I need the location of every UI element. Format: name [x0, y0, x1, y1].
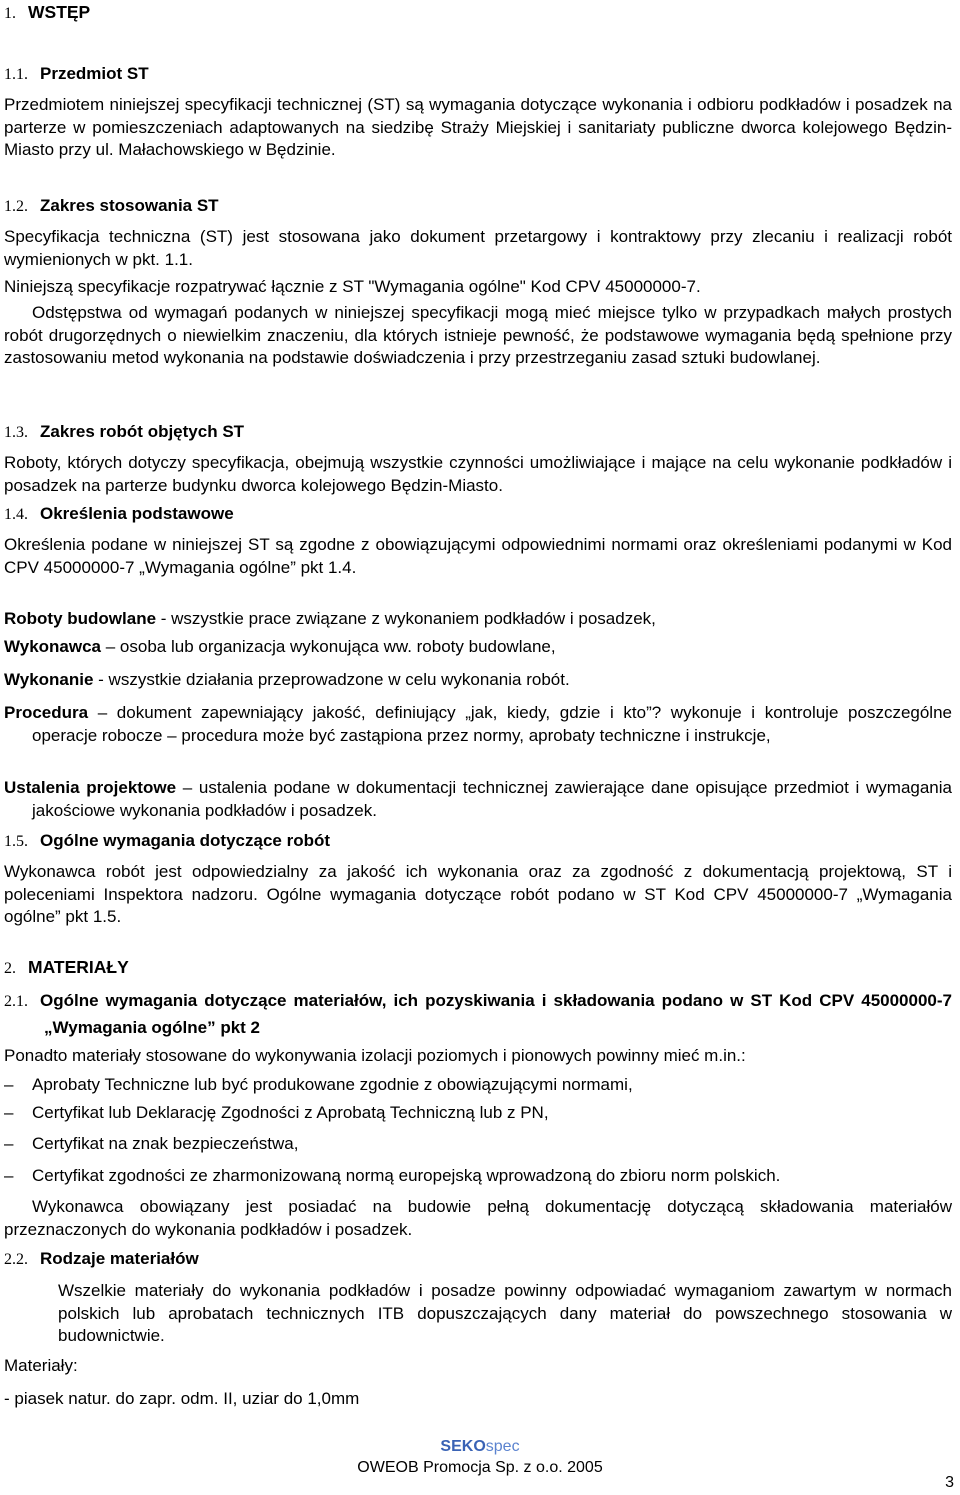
section-2-1-intro: Ponadto materiały stosowane do wykonywania izolacji poziomych i pionowych powinny mieć m.in.: — [4, 1046, 746, 1065]
section-1-1-heading: 1.1. Przedmiot ST — [4, 64, 149, 83]
section-1-heading: 1. WSTĘP — [4, 2, 91, 22]
brand-logo: SEKOspec — [440, 1438, 520, 1455]
section-1-3-text: Roboty, których dotyczy specyfikacja, obejmują wszystkie czynności umożliwiające i mające na celu wykonanie podkładów i posadzek na parterze budynku dworca kolejowego Będzin-Miasto. — [4, 453, 952, 495]
section-1-4-text: Określenia podane w niniejszej ST są zgodne z obowiązującymi odpowiednimi normami oraz określeniami podanymi w Kod CPV 45000000-7 „Wymagania ogólne” pkt 1.4. — [4, 535, 952, 577]
definition-wykonawca: Wykonawca – osoba lub organizacja wykonująca ww. roboty budowlane, — [4, 637, 556, 656]
section-1-4-heading: 1.4. Określenia podstawowe — [4, 504, 234, 523]
section-2-heading: 2. MATERIAŁY — [4, 957, 129, 977]
section-1-2-paragraph-2: Niniejszą specyfikacje rozpatrywać łącznie z ST "Wymagania ogólne" Kod CPV 45000000-7. — [4, 277, 701, 296]
section-2-1-outro: Wykonawca obowiązany jest posiadać na budowie pełną dokumentację dotyczącą składowania materiałów przeznaczonych do wykonania podkładów i posadzek. — [4, 1197, 952, 1239]
definition-wykonanie: Wykonanie - wszystkie działania przeprowadzone w celu wykonania robót. — [4, 670, 570, 689]
section-1-1-text: Przedmiotem niniejszej specyfikacji technicznej (ST) są wymagania dotyczące wykonania i odbioru podkładów i posadzek na parterze w pomieszczeniach adaptowanych na siedzibę Straży Miejskiej i sanitariaty publiczne dworca kolejowego Będzin-Miasto przy ul. Małachowskiego w Będzinie. — [4, 95, 952, 159]
section-1-5-heading: 1.5. Ogólne wymagania dotyczące robót — [4, 831, 331, 850]
definition-ustalenia-projektowe: Ustalenia projektowe – ustalenia podane w dokumentacji technicznej zawierające dane opisujące przedmiot i wymagania jakościowe wykonania podkładów i posadzek. — [4, 778, 952, 820]
section-2-1-heading: 2.1. Ogólne wymagania dotyczące materiałów, ich pozyskiwania i składowania podano w ST Kod CPV 45000000-7 „Wymagania ogólne” pkt 2 — [4, 991, 952, 1037]
section-1-2-paragraph-3: Odstępstwa od wymagań podanych w niniejszej specyfikacji mogą mieć miejsce tylko w przypadkach małych prostych robót drugorzędnych o niewielkim znaczeniu, dla których istnieje pewność, że podstawowe wymagania będą spełnione przy zastosowaniu metod wykonania na podstawie doświadczenia i przy przestrzeganiu zasad sztuki budowlanej. — [4, 303, 952, 367]
section-1-2-heading: 1.2. Zakres stosowania ST — [4, 196, 219, 215]
section-1-3-heading: 1.3. Zakres robót objętych ST — [4, 422, 245, 441]
section-1-5-text: Wykonawca robót jest odpowiedzialny za jakość ich wykonania oraz za zgodność z dokumentacją projektową, ST i poleceniami Inspektora nadzoru. Ogólne wymagania dotyczące robót podano w ST Kod CPV 45000000-7 „Wymagania ogólne” pkt 1.5. — [4, 862, 952, 926]
footer-company: OWEOB Promocja Sp. z o.o. 2005 — [357, 1459, 603, 1476]
page-number: 3 — [945, 1474, 954, 1491]
definition-roboty-budowlane: Roboty budowlane - wszystkie prace związane z wykonaniem podkładów i posadzek, — [4, 609, 656, 628]
footer-brand — [0, 1438, 960, 1456]
materials-label: Materiały: — [4, 1356, 78, 1375]
section-1-2-paragraph-1: Specyfikacja techniczna (ST) jest stosowana jako dokument przetargowy i kontraktowy przy zlecaniu i realizacji robót wymienionych w pkt. 1.1. — [4, 227, 952, 269]
materials-item: - piasek natur. do zapr. odm. II, uziar do 1,0mm — [4, 1389, 360, 1408]
section-2-2-heading: 2.2. Rodzaje materiałów — [4, 1249, 199, 1268]
section-2-2-text: Wszelkie materiały do wykonania podkładów i posadze powinny odpowiadać wymaganiom zawartym w normach polskich lub aprobatach technicznych ITB dopuszczających dany materiał do powszechnego stosowania w budownictwie. — [58, 1281, 952, 1345]
definition-procedura: Procedura – dokument zapewniający jakość, definiujący „jak, kiedy, gdzie i kto”? wykonuje i kontroluje poszczególne operacje robocze – procedura może być zastąpiona przez normy, aprobaty techniczne i instrukcje, — [4, 703, 952, 745]
document-page: 1. WSTĘP 1.1. Przedmiot ST Przedmiotem niniejszej specyfikacji technicznej (ST) są wymagania dotyczące wykonania i odbioru podkładów i posadzek na parterze w pomieszczeniach adaptowanych na siedzibę Straży Miejskiej i sanitariaty publiczne dworca kolejowego Będzin-Miasto przy ul. Małachowskiego w Będzinie. 1.2. Zakres stosowania ST Specyfikacja techniczna (ST) jest stosowana jako dokument przetargowy i kontraktowy przy zlecaniu i realizacji robót wymienionych w pkt. 1.1. Niniejszą specyfikacje rozpatrywać łącznie z ST "Wymagania ogólne" Kod CPV 45000000-7. Odstępstwa od wymagań podanych w niniejszej specyfikacji mogą mieć miejsce tylko w przypadkach małych prostych robót drugorzędnych o niewielkim znaczeniu, dla których istnieje pewność, że podstawowe wymagania będą spełnione przy zastosowaniu metod wykonania na podstawie doświadczenia i przy przestrzeganiu zasad sztuki budowlanej. 1.3. Zakres robót objętych ST Roboty, których dotyczy specyfikacja, obejmują wszystkie czynności umożliwiające i mające na celu wykonanie podkładów i posadzek na parterze budynku dworca kolejowego Będzin-Miasto. 1.4. Określenia podstawowe Określenia podane w niniejszej ST są zgodne z obowiązującymi odpowiednimi normami oraz określeniami podanymi w Kod CPV 45000000-7 „Wymagania ogólne” pkt 1.4. Roboty budowlane - wszystkie prace związane z wykonaniem podkładów i posadzek, Wykonawca – osoba lub organizacja wykonująca ww. roboty budowlane, Wykonanie - wszystkie działania przeprowadzone w celu wykonania robót. Procedura – dokument zapewniający jakość, definiujący „jak, kiedy, gdzie i kto”? wykonuje i kontroluje poszczególne operacje robocze – procedura może być zastąpiona przez normy, aprobaty techniczne i instrukcje, Ustalenia projektowe – ustalenia podane w dokumentacji technicznej zawierające dane opisujące przedmiot i wymagania jakościowe wykonania podkładów i posadzek. 1.5. Ogólne wymagania dotyczące robót Wykonawca robót jest odpowiedzialny za jakość ich wykonania oraz za zgodność z dokumentacją projektową, ST i poleceniami Inspektora nadzoru. Ogólne wymagania dotyczące robót podano w ST Kod CPV 45000000-7 „Wymagania ogólne” pkt 1.5. 2. MATERIAŁY 2.1. Ogólne wymagania dotyczące materiałów, ich pozyskiwania i składowania podano w ST Kod CPV 45000000-7 „Wymagania ogólne” pkt 2 Ponadto materiały stosowane do wykonywania izolacji poziomych i pionowych powinny mieć m.in.: – Aprobaty Techniczne lub być produkowane zgodnie z obowiązującymi normami, – Certyfikat lub Deklarację Zgodności z Aprobatą Techniczną lub z PN, – Certyfikat na znak bezpieczeństwa, – Certyfikat zgodności ze zharmonizowaną normą europejską wprowadzoną do zbioru norm polskich. Wykonawca obowiązany jest posiadać na budowie pełną dokumentację dotyczącą składowania materiałów przeznaczonych do wykonania podkładów i posadzek. 2.2. Rodzaje materiałów Wszelkie materiały do wykonania podkładów i posadze powinny odpowiadać wymaganiom zawartym w normach polskich lub aprobatach technicznych ITB dopuszczających dany materiał do powszechnego stosowania w budownictwie. Materiały: - piasek natur. do zapr. odm. II, uziar do 1,0mm SEKOspec OWEOB Promocja Sp. z o.o. 2005 3 — [0, 0, 960, 1495]
